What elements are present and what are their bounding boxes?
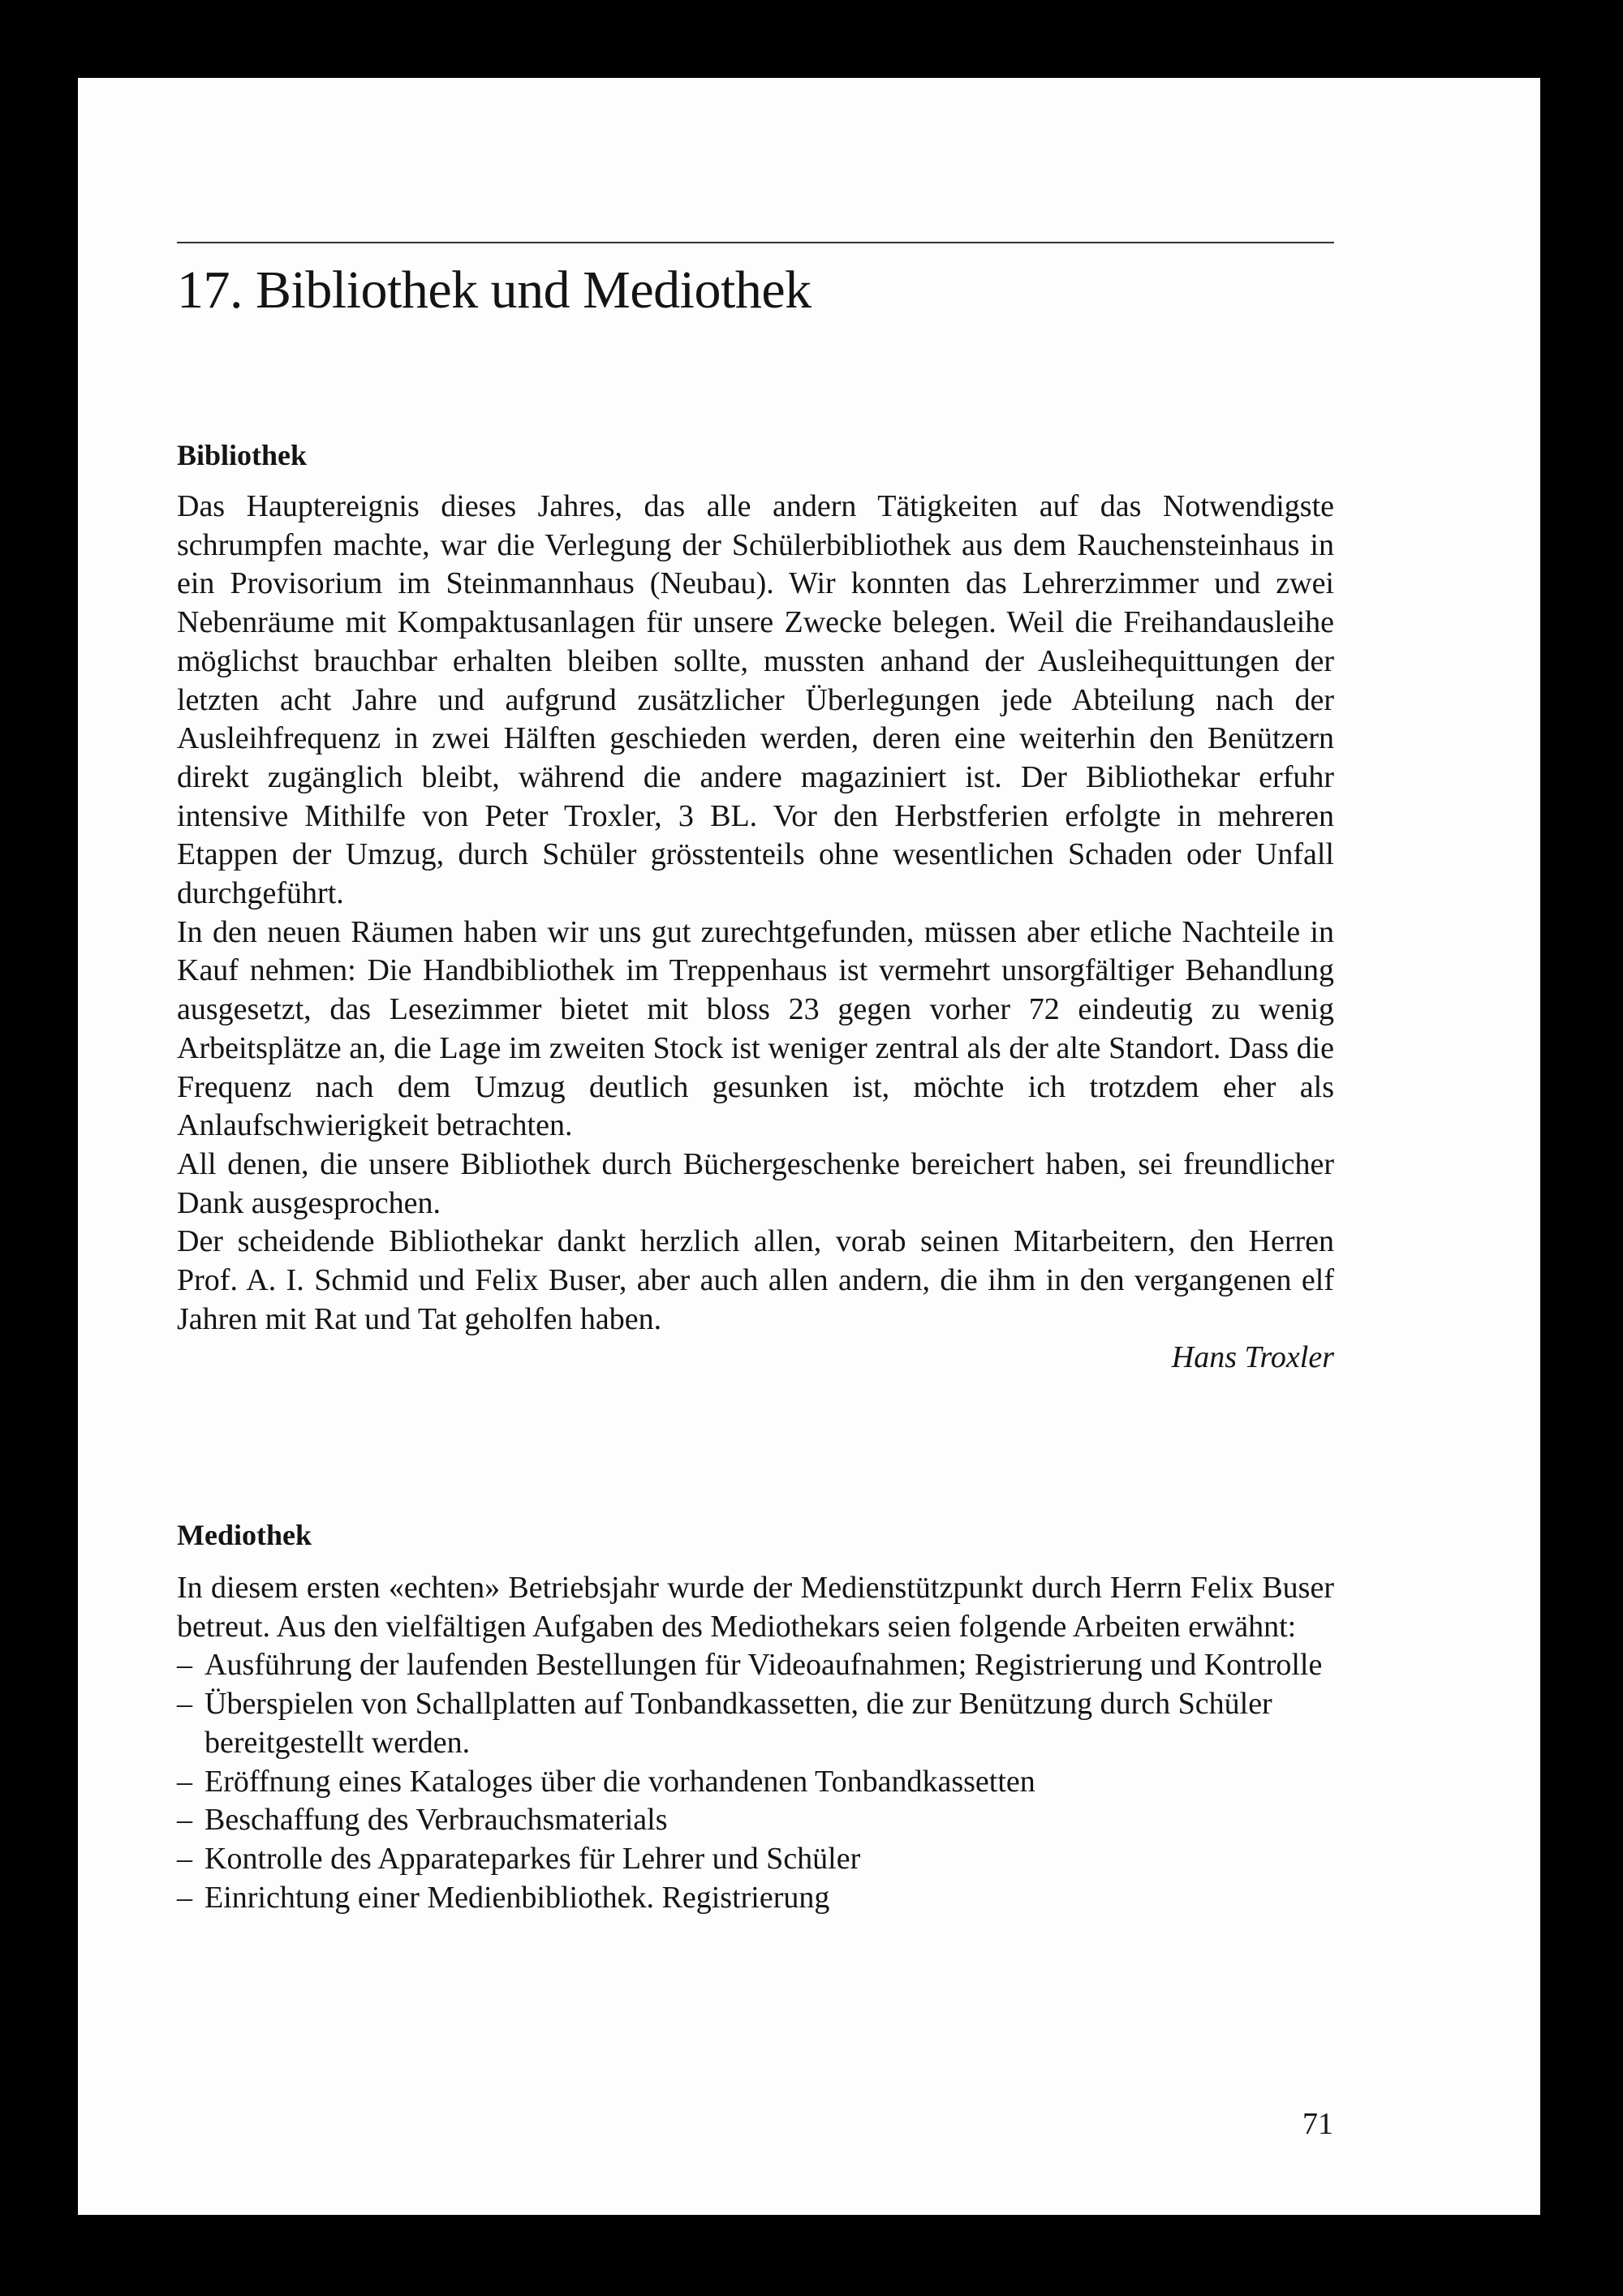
document-page bbox=[78, 78, 1540, 2215]
list-item: – Eröffnung eines Kataloges über die vorhandenen Tonbandkassetten bbox=[177, 1763, 1334, 1802]
section-heading-mediothek: Mediothek bbox=[177, 1519, 312, 1551]
paragraph: Der scheidende Bibliothekar dankt herzlich allen, vorab seinen Mitarbeitern, den Herren Prof. A. I. Schmid und Felix Buser, aber auch allen andern, die ihm in den vergangenen elf Jahren mit Rat und Tat geholfen haben. bbox=[177, 1224, 1334, 1336]
section-heading-bibliothek: Bibliothek bbox=[177, 439, 308, 471]
list-item: – Kontrolle des Apparateparkes für Lehrer und Schüler bbox=[177, 1840, 1334, 1879]
bibliothek-body bbox=[177, 488, 1334, 1378]
dash-marker: – bbox=[177, 1648, 192, 1683]
dash-marker: – bbox=[177, 1803, 192, 1838]
paragraph: Das Hauptereignis dieses Jahres, das alle andern Tätigkeiten auf das Notwendigste schrumpfen machte, war die Verlegung der Schülerbibliothek aus dem Rauchensteinhaus in ein Provisorium im Steinmannhaus (Neubau). Wir konnten das Lehrerzimmer und zwei Nebenräume mit Kompaktusanlagen für unsere Zwecke belegen. Weil die Freihandausleihe möglichst brauchbar erhalten bleiben sollte, mussten anhand der Ausleihequittungen der letzten acht Jahre und aufgrund zusätzlicher Überlegungen jede Abteilung nach der Ausleihfrequenz in zwei Hälften geschieden werden, deren eine weiterhin den Benützern direkt zugänglich bleibt, während die andere magaziniert ist. Der Bibliothekar erfuhr intensive Mithilfe von Peter Troxler, 3 BL. Vor den Herbstferien erfolgte in mehreren Etappen der Umzug, durch Schüler grösstenteils ohne wesentlichen Schaden oder Unfall durchgeführt. bbox=[177, 489, 1334, 911]
chapter-title: 17. Bibliothek und Mediothek bbox=[177, 260, 812, 320]
list-item: – Beschaffung des Verbrauchsmaterials bbox=[177, 1801, 1334, 1840]
task-list bbox=[177, 1646, 1334, 1917]
paragraph: In den neuen Räumen haben wir uns gut zurechtgefunden, müssen aber etliche Nachteile in Kauf nehmen: Die Handbibliothek im Treppenhaus ist vermehrt unsorgfältiger Behandlung ausgesetzt, das Lesezimmer bietet mit bloss 23 gegen vorher 72 eindeutig zu wenig Arbeitsplätze an, die Lage im zweiten Stock ist weniger zentral als der alte Standort. Dass die Frequenz nach dem Umzug deutlich gesunken ist, möchte ich trotzdem eher als Anlaufschwierigkeit betrachten. bbox=[177, 914, 1334, 1143]
list-item: – Überspielen von Schallplatten auf Tonbandkassetten, die zur Benützung durch Schüler bereitgestellt werden. bbox=[177, 1687, 1272, 1760]
list-item: – Einrichtung einer Medienbibliothek. Registrierung bbox=[177, 1879, 1334, 1918]
paragraph: All denen, die unsere Bibliothek durch Büchergeschenke bereichert haben, sei freundlicher Dank ausgesprochen. bbox=[177, 1146, 1334, 1220]
dash-marker: – bbox=[177, 1880, 192, 1915]
mediothek-body bbox=[177, 1569, 1334, 1917]
dash-marker: – bbox=[177, 1764, 192, 1799]
dash-marker: – bbox=[177, 1687, 192, 1722]
author-signature: Hans Troxler bbox=[1171, 1340, 1334, 1375]
intro-paragraph: In diesem ersten «echten» Betriebsjahr wurde der Medienstützpunkt durch Herrn Felix Buser betreut. Aus den vielfältigen Aufgaben des Mediothekars seien folgende Arbeiten erwähnt: bbox=[177, 1571, 1334, 1644]
list-item: – Ausführung der laufenden Bestellungen für Videoaufnahmen; Registrierung und Kontrolle bbox=[177, 1646, 1334, 1685]
header-rule bbox=[177, 242, 1334, 243]
dash-marker: – bbox=[177, 1841, 192, 1876]
page-number: 71 bbox=[1302, 2107, 1333, 2141]
